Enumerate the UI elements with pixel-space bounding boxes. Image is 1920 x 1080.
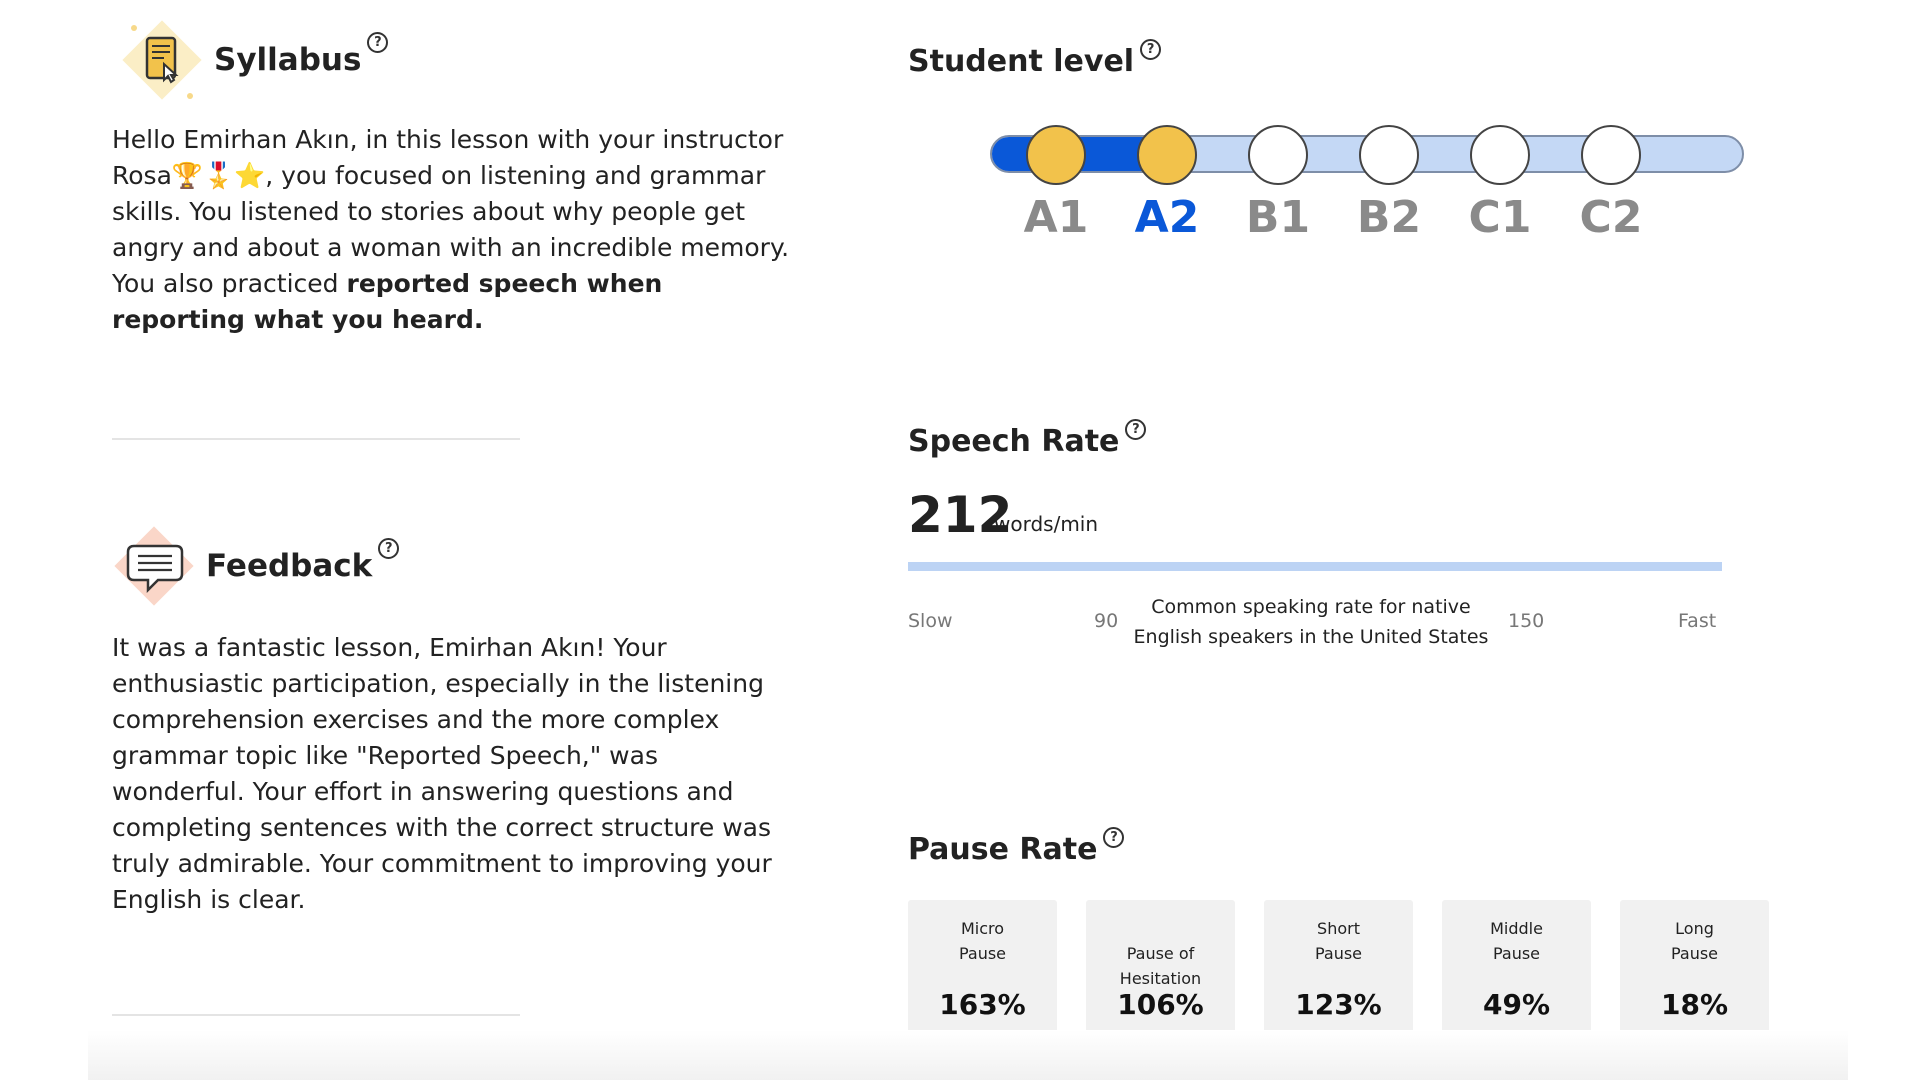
pause-card-label-text: Pause of Hesitation (1119, 944, 1202, 988)
rate-slow-label: Slow (908, 610, 953, 632)
speech-bubble-icon (112, 524, 196, 608)
pause-card-label-text: Short Pause (1314, 919, 1363, 963)
level-label-b2: B2 (1356, 192, 1422, 243)
pause-card-value: 18% (1660, 988, 1729, 1021)
rate-fast-label: Fast (1678, 610, 1717, 632)
rate-high-mark: 150 (1508, 610, 1545, 632)
speech-rate-unit: words/min (994, 512, 1099, 536)
pause-card-label (1620, 900, 1769, 982)
student-level-title (908, 44, 1161, 79)
pause-card-label (1442, 900, 1591, 982)
question-circle-icon[interactable]: ? (378, 538, 399, 559)
pause-card-label (1264, 900, 1413, 982)
pause-rate-title-text: Pause Rate (908, 832, 1098, 867)
speech-rate-title-text: Speech Rate (908, 424, 1120, 459)
pause-card-label-text: Long Pause (1670, 919, 1719, 963)
pause-card-label (908, 900, 1057, 982)
level-node-c2 (1581, 125, 1641, 185)
section-divider (112, 1014, 520, 1016)
pause-card-label-text: Micro Pause (958, 919, 1007, 963)
pause-card-value: 123% (1295, 988, 1382, 1021)
section-divider (112, 438, 520, 440)
level-label-a1: A1 (1023, 192, 1089, 243)
question-circle-icon[interactable]: ? (1125, 419, 1146, 440)
pause-card-value: 49% (1482, 988, 1551, 1021)
syllabus-header (120, 18, 388, 102)
level-node-c1 (1470, 125, 1530, 185)
syllabus-text-bold: reported speech when reporting what you heard. (112, 269, 663, 334)
syllabus-title: Syllabus (214, 42, 362, 78)
pause-card-value: 106% (1117, 988, 1204, 1021)
pause-card-label-text: Middle Pause (1490, 919, 1543, 963)
speech-rate-title (908, 424, 1146, 459)
pause-rate-title (908, 832, 1124, 867)
level-label-c1: C1 (1468, 192, 1532, 243)
level-node-b1 (1248, 125, 1308, 185)
level-node-a1 (1026, 125, 1086, 185)
rate-low-mark: 90 (1094, 610, 1119, 632)
question-circle-icon[interactable]: ? (1103, 827, 1124, 848)
level-label-b1: B1 (1245, 192, 1311, 243)
level-node-a2 (1137, 125, 1197, 185)
level-node-b2 (1359, 125, 1419, 185)
pause-card-value: 163% (939, 988, 1026, 1021)
speech-rate-value: 212 (908, 486, 1013, 544)
question-circle-icon[interactable]: ? (1140, 39, 1161, 60)
syllabus-text (112, 122, 792, 338)
question-circle-icon[interactable]: ? (367, 32, 388, 53)
feedback-text: It was a fantastic lesson, Emirhan Akın! Your enthusiastic participation, especially in the listening comprehension exercises and the more complex grammar topic like "Reported Speech," was wonderful. Your effort in answering questions and completing sentences with the correct structure was truly admirable. Your commitment to improving your English is clear. (112, 633, 772, 914)
student-level-title-text: Student level (908, 44, 1135, 79)
speech-rate-bar (908, 562, 1722, 571)
bottom-fade (88, 1030, 1848, 1080)
level-label-c2: C2 (1579, 192, 1643, 243)
feedback-header (112, 524, 399, 608)
syllabus-text-plain: Hello Emirhan Akın, in this lesson with your instructor Rosa🏆🎖️⭐, you focused on listening and grammar skills. You listened to stories about why people get angry and about a woman with an incredible memory. You also practiced (112, 125, 790, 298)
level-label-a2: A2 (1134, 192, 1200, 243)
feedback-title: Feedback (206, 548, 373, 584)
syllabus-book-icon (120, 18, 204, 102)
rate-native-note: Common speaking rate for native English speakers in the United States (1133, 596, 1489, 648)
pause-card-label (1086, 900, 1235, 988)
